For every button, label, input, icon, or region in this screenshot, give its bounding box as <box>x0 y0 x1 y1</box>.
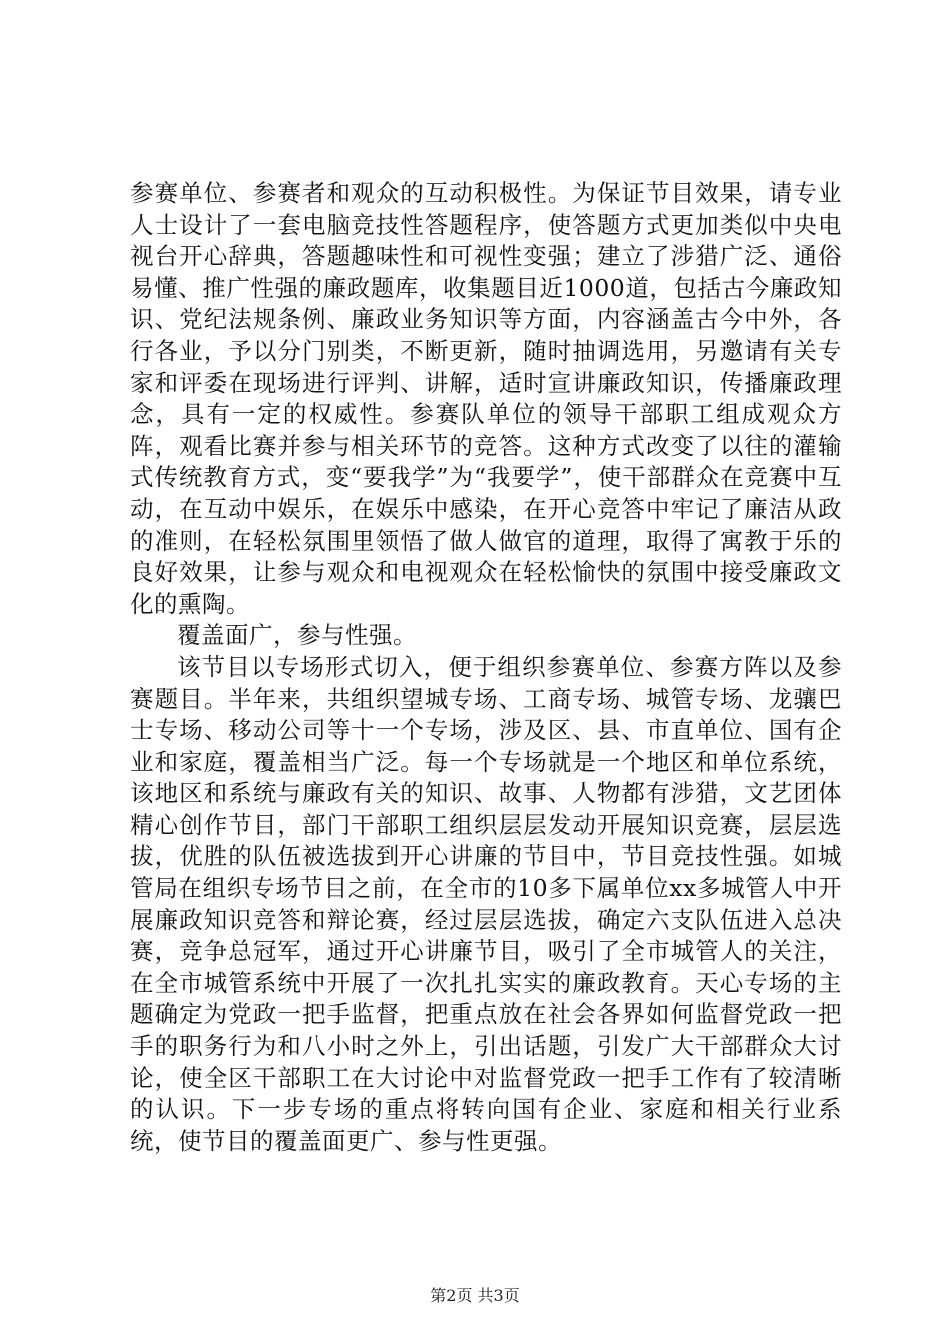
paragraph-coverage: 该节目以专场形式切入，便于组织参赛单位、参赛方阵以及参赛题目。半年来，共组织望城专场、工商专场、城管专场、龙骧巴士专场、移动公司等十一个专场，涉及区、县、市直单位、国有企业和家庭，覆盖相当广泛。每一个专场就是一个地区和单位系统，该地区和系统与廉政有关的知识、故事、人物都有涉猎，文艺团体精心创作节目，部门干部职工组织层层发动开展知识竞赛，层层选拔，优胜的队伍被选拔到开心讲廉的节目中，节目竞技性强。如城管局在组织专场节目之前，在全市的10多下属单位xx多城管人中开展廉政知识竞答和辩论赛，经过层层选拔，确定六支队伍进入总决赛，竞争总冠军，通过开心讲廉节目，吸引了全市城管人的关注，在全市城管系统中开展了一次扎扎实实的廉政教育。天心专场的主题确定为党政一把手监督，把重点放在社会各界如何监督党政一把手的职务行为和八小时之外上，引出话题，引发广大干部群众大讨论，使全区干部职工在大讨论中对监督党政一把手工作有了较清晰的认识。下一步专场的重点将转向国有企业、家庭和相关行业系统，使节目的覆盖面更广、参与性更强。 <box>130 652 842 1155</box>
body-text <box>130 178 842 1157</box>
paragraph-continuation: 参赛单位、参赛者和观众的互动积极性。为保证节目效果，请专业人士设计了一套电脑竞技性答题程序，使答题方式更加类似中央电视台开心辞典，答题趣味性和可视性变强；建立了涉猎广泛、通俗易懂、推广性强的廉政题库，收集题目近1000道，包括古今廉政知识、党纪法规条例、廉政业务知识等方面，内容涵盖古今中外，各行各业，予以分门别类，不断更新，随时抽调选用，另邀请有关专家和评委在现场进行评判、讲解，适时宣讲廉政知识，传播廉政理念，具有一定的权威性。参赛队单位的领导干部职工组成观众方阵，观看比赛并参与相关环节的竞答。这种方式改变了以往的灌输式传统教育方式，变“要我学”为“我要学”，使干部群众在竞赛中互动，在互动中娱乐，在娱乐中感染，在开心竞答中牢记了廉洁从政的准则，在轻松氛围里领悟了做人做官的道理，取得了寓教于乐的良好效果，让参与观众和电视观众在轻松愉快的氛围中接受廉政文化的熏陶。 <box>130 179 842 618</box>
page-footer: 第2页 共3页 <box>430 1286 520 1305</box>
section-heading: 覆盖面广，参与性强。 <box>177 621 417 650</box>
